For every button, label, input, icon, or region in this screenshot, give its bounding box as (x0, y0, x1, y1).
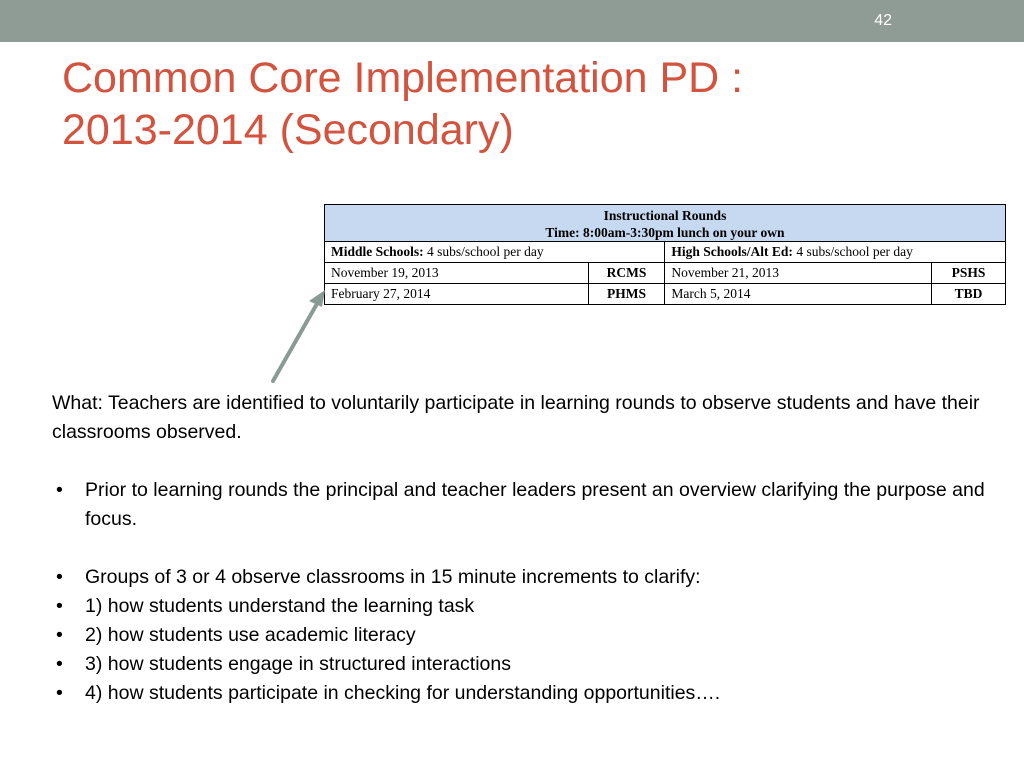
list-item (52, 476, 992, 534)
middle-schools-detail: 4 subs/school per day (423, 244, 544, 259)
list-item-text: Prior to learning rounds the principal and teacher leaders present an overview clarifying the purpose and focus. (85, 479, 985, 530)
middle-schools-label: Middle Schools: (331, 244, 424, 259)
bullet-icon: • (56, 566, 63, 588)
bullet-icon: • (56, 595, 63, 617)
bullet-icon: • (56, 479, 63, 501)
high-school-code-cell: PSHS (932, 263, 1006, 284)
slide-title (62, 52, 942, 156)
arrow-head (309, 290, 325, 307)
table-subheader-row (325, 242, 1006, 263)
table-header-cell (325, 205, 1006, 242)
list-item-text: Groups of 3 or 4 observe classrooms in 15 minute increments to clarify: (85, 566, 701, 588)
table-header-title: Instructional Rounds (603, 208, 727, 223)
bullet-list-clarify (52, 563, 992, 708)
bullet-icon: • (56, 624, 63, 646)
table-row (325, 263, 1006, 284)
high-schools-cell (665, 242, 1006, 263)
title-line-1: Common Core Implementation PD : (62, 54, 744, 102)
middle-school-code-cell: PHMS (588, 284, 665, 305)
high-date-cell: March 5, 2014 (665, 284, 932, 305)
list-item-text: 1) how students understand the learning task (85, 595, 475, 617)
middle-schools-cell (325, 242, 665, 263)
list-item (52, 650, 992, 679)
list-item (52, 679, 992, 708)
slide-body (52, 389, 992, 708)
middle-date-cell: February 27, 2014 (325, 284, 589, 305)
table-header-time: Time: 8:00am-3:30pm lunch on your own (545, 225, 785, 240)
list-item-text: 2) how students use academic literacy (85, 624, 416, 646)
middle-school-code-cell: RCMS (588, 263, 665, 284)
high-date-cell: November 21, 2013 (665, 263, 932, 284)
bullet-icon: • (56, 653, 63, 675)
high-schools-label: High Schools/Alt Ed: (671, 244, 793, 259)
spacer (52, 447, 992, 476)
list-item (52, 621, 992, 650)
intro-paragraph: What: Teachers are identified to voluntarily participate in learning rounds to observe students and have their classrooms observed. (52, 392, 980, 443)
slide-number: 42 (874, 12, 892, 29)
bullet-icon: • (56, 682, 63, 704)
high-school-code-cell: TBD (932, 284, 1006, 305)
spacer (52, 534, 992, 563)
list-item-text: 3) how students engage in structured interactions (85, 653, 512, 675)
high-schools-detail: 4 subs/school per day (792, 244, 913, 259)
table-row (325, 284, 1006, 305)
list-item (52, 563, 992, 592)
arrow-shaft (273, 302, 318, 381)
list-item (52, 592, 992, 621)
middle-date-cell: November 19, 2013 (325, 263, 589, 284)
title-line-2: 2013-2014 (Secondary) (62, 106, 514, 154)
bullet-list-overview (52, 476, 992, 534)
table-header-row (325, 205, 1006, 242)
top-bar (0, 0, 1024, 42)
list-item-text: 4) how students participate in checking for understanding opportunities…. (85, 682, 721, 704)
instructional-rounds-table (324, 204, 1006, 305)
